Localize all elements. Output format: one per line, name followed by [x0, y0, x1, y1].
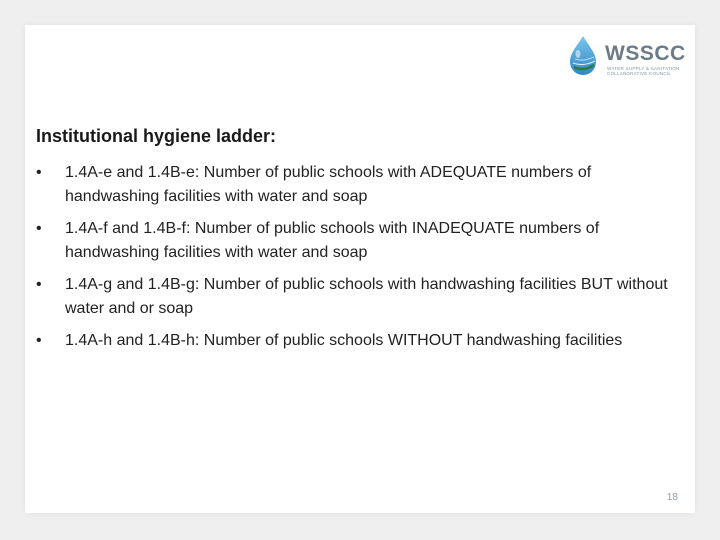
water-drop-globe-icon — [565, 34, 603, 80]
bullet-list — [36, 161, 686, 361]
page-number: 18 — [666, 492, 678, 503]
list-item-text: 1.4A-g and 1.4B-g: Number of public schools with handwashing facilities BUT without water and or soap — [65, 276, 668, 317]
slide-title: Institutional hygiene ladder: — [36, 126, 277, 146]
wsscc-logo — [565, 32, 695, 82]
bullet-icon: • — [36, 276, 42, 293]
slide — [25, 25, 695, 513]
list-item — [36, 217, 686, 265]
list-item — [36, 273, 686, 321]
list-item-text: 1.4A-e and 1.4B-e: Number of public schools with ADEQUATE numbers of handwashing facilities with water and soap — [65, 164, 592, 205]
logo-wordmark: WSSCC — [605, 42, 686, 65]
list-item-text: 1.4A-f and 1.4B-f: Number of public schools with INADEQUATE numbers of handwashing facilities with water and soap — [65, 220, 600, 261]
bullet-icon: • — [36, 220, 42, 237]
list-item — [36, 329, 686, 353]
bullet-icon: • — [36, 332, 42, 349]
list-item-text: 1.4A-h and 1.4B-h: Number of public schools WITHOUT handwashing facilities — [65, 332, 623, 349]
logo-subtitle: WATER SUPPLY & SANITATION COLLABORATIVE COUNCIL — [607, 66, 680, 77]
list-item — [36, 161, 686, 209]
bullet-icon: • — [36, 164, 42, 181]
